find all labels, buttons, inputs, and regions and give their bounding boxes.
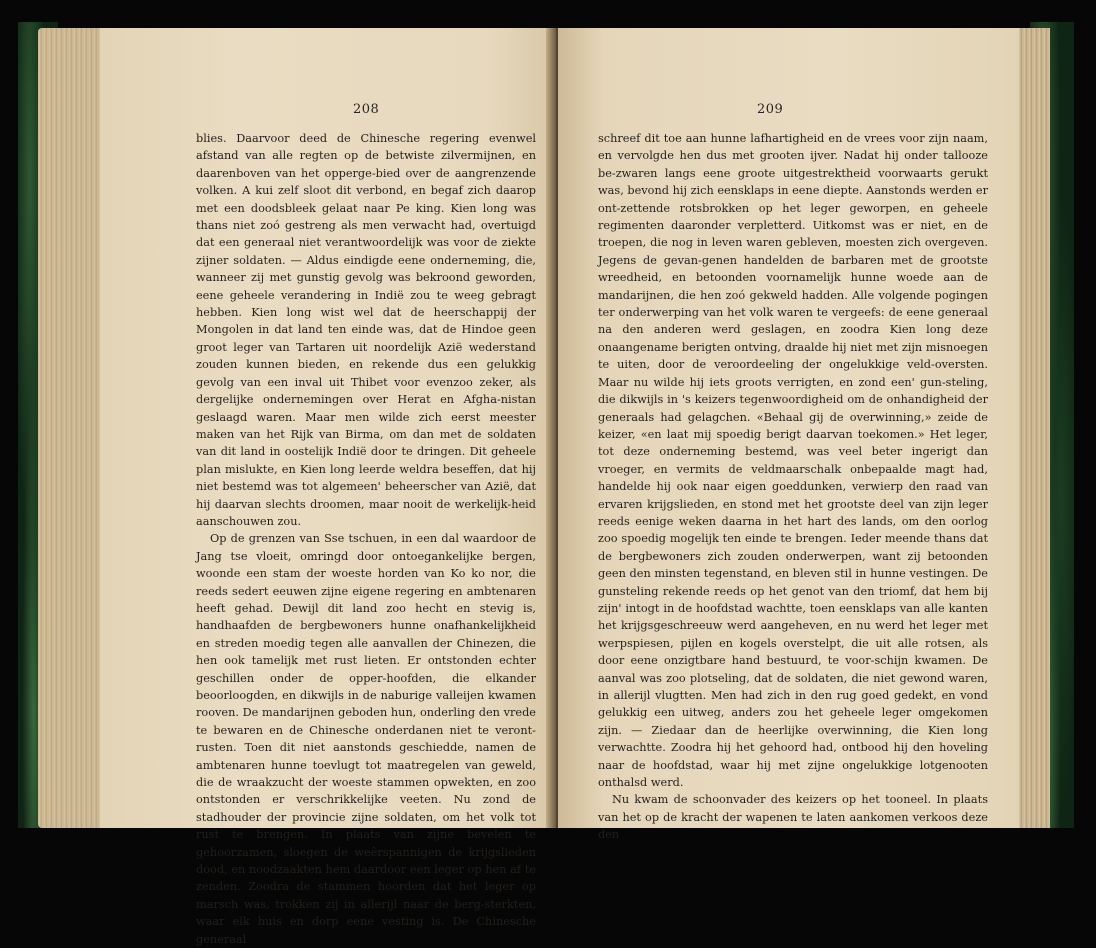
paragraph: schreef dit toe aan hunne lafhartigheid en de vrees voor zijn naam, en vervolgde hen dus met grooten ijver. Nadat hij onder tallooze be-zwaren langs eene groote uitgestrektheid voorwaarts gerukt was, bevond hij zich eensklaps in eene diepte. Aanstonds werden er ont-zettende rotsbrokken op het leger geworpen, en geheele regimenten daaronder verpletterd. Uitkomst was er niet, en de troepen, die nog in leven waren gebleven, moesten zich overgeven. Jegens de gevan-genen handelden de barbaren met de grootste wreedheid, en betoonden voornamelijk hunne woede aan de mandarijnen, die hen zoó gekweld hadden. Alle volgende pogingen ter onderwerping van het volk waren te vergeefs: de eene generaal na den anderen werd geslagen, en zoodra Kien long deze onaangename berigten ontving, draalde hij niet met zijn misnoegen te uiten, door de veroordeeling der ongelukkige veld-oversten. Maar nu wilde hij iets groots verrigten, en zond een' gun-steling, die dikwijls in 's keizers tegenwoordigheid om de onhandigheid der generaals had gelagchen. «Behaal gij de overwinning,» zeide de keizer, «en laat mij spoedig berigt daarvan toekomen.» Het leger, tot deze onderneming bestemd, was veel beter ingerigt dan vroeger, en vermits de veldmaarschalk onbepaalde magt had, handelde hij ook naar eigen goeddunken, verwierp den raad van ervaren krijgslieden, en stond met het grootste deel van zijn leger reeds eenige weken daarna in het hart des lands, om den oorlog zoo spoedig mogelijk ten einde te brengen. Ieder meende thans dat de bergbewoners zich zouden onderwerpen, want zij betoonden geen den minsten tegenstand, en bleven stil in hunne vestingen. De gunsteling rekende reeds op het genot van den triomf, dat hem bij zijn' intogt in de hoofdstad wachtte, toen eensklaps van alle kanten het krijgsgeschreeuw werd aangeheven, en nu werd het leger met werpspiesen, pijlen en kogels overstelpt, die uit alle rotsen, als door eene onzigtbare hand bestuurd, te voor-schijn kwamen. De aanval was zoo plotseling, dat de soldaten, die niet gewond waren, in allerijl vlugtten. Men had zich in den rug goed gedekt, en vond gelukkig een uitweg, anders zou het geheele leger omgekomen zijn. — Ziedaar dan de heerlijke overwinning, die Kien long verwachtte. Zoodra hij het gehoord had, ontbood hij den hoveling naar de hoofdstad, waar hij met zijne ongelukkige lotgenooten onthalsd werd. — [598, 132, 988, 790]
paragraph: Nu kwam de schoonvader des keizers op het tooneel. In plaats van het op de kracht der wapenen te laten aankomen verkoos deze den — [598, 793, 988, 842]
left-page — [100, 28, 555, 946]
right-page — [558, 28, 1019, 842]
page-edges-right — [1018, 28, 1050, 828]
right-page-text — [598, 130, 988, 844]
open-book-spread — [38, 28, 1050, 946]
page-number-right: 209 — [757, 102, 784, 117]
paragraph: blies. Daarvoor deed de Chinesche regering evenwel afstand van alle regten op de betwiste zilvermijnen, en daarenboven van het opperge-bied over de aangrenzende volken. A kui zelf sloot dit verbond, en begaf zich daarop met een doodsbleek gelaat naar Pe king. Kien long was thans niet zoó gestreng als men verwacht had, overtuigd dat een generaal niet verantwoordelijk was voor de ziekte zijner soldaten. — Aldus eindigde eene onderneming, die, wanneer zij met gunstig gevolg was bekroond geworden, eene geheele verandering in Indië zou te weeg gebragt hebben. Kien long wist wel dat de heerschappij der Mongolen in dat land ten einde was, dat de Hindoe geen groot leger van Tartaren uit noordelijk Azië wederstand zouden kunnen bieden, en rekende dus een gelukkig gevolg van een inval uit Thibet voor evenzoo zeker, als dergelijke ondernemingen over Herat en Afgha-nistan geslaagd waren. Maar men wilde zich eerst meester maken van het Rijk van Birma, om dan met de soldaten van dit land in oostelijk Indië door te dringen. Dit geheele plan mislukte, en Kien long leerde weldra beseffen, dat hij niet bestemd was tot algemeen' beheerscher van Azië, dat hij daarvan slechts droomen, maar nooit de werkelijk-heid aanschouwen zou. — [196, 132, 536, 528]
paragraph: Op de grenzen van Sse tschuen, in een dal waardoor de Jang tse vloeit, omringd door ontoegankelijke bergen, woonde een stam der woeste horden van Ko ko nor, die reeds sedert eeuwen zijne eigene regering en ambtenaren heeft gehad. Dewijl dit land zoo hecht en stevig is, handhaafden de bergbewoners hunne onafhankelijkheid en streden moedig tegen alle aanvallen der Chinezen, die hen ook tamelijk met rust lieten. Er ontstonden echter geschillen onder de opper-hoofden, die elkander beoorloogden, en dikwijls in de naburige valleijen kwamen rooven. De mandarijnen geboden hun, onderling den vrede te bewaren en de Chinesche onderdanen niet te veront-rusten. Toen dit niet aanstonds geschiedde, namen de ambtenaren hunne toevlugt tot maatregelen van geweld, die de wraakzucht der woeste stammen opwekten, en zoo ontstonden er verschrikkelijke veeten. Nu zond de stadhouder der provincie zijne soldaten, om het volk tot rust te brengen. In plaats van zijne bevelen te gehoorzamen, sloegen de weêrspannigen de krijgslieden dood, en noodzaakten hem daardoor een leger op hen af te zenden. Zoodra de stammen hoorden dat het leger op marsch was, trokken zij in allerijl naar de berg-sterkten, waar elk huis en dorp eene vesting is. De Chinesche generaal — [196, 532, 536, 946]
page-number-left: 208 — [353, 102, 380, 117]
left-page-text — [196, 130, 536, 948]
page-edges-left — [38, 28, 104, 828]
